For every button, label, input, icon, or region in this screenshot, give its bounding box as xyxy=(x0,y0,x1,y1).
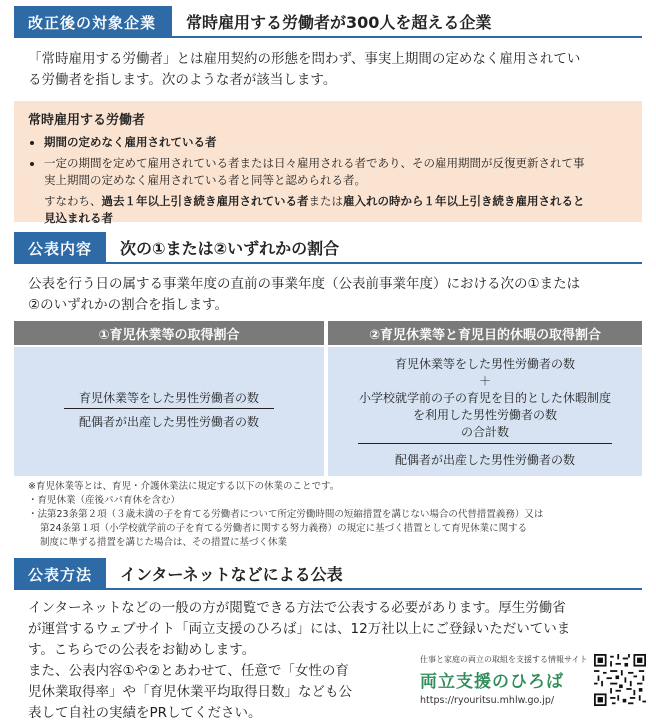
logo-title: 両立支援のひろば xyxy=(420,672,564,692)
content-line: ②のいずれかの割合を指します。 xyxy=(28,297,229,313)
numerator-line: の合計数 xyxy=(460,425,509,439)
note-line: ※育児休業等とは、育児・介護休業法に規定する以下の休業のことです。 xyxy=(28,481,340,492)
intro-paragraph xyxy=(28,49,632,91)
method-line: また、公表内容①や②とあわせて、任意で「女性の育 xyxy=(28,663,349,679)
method-line: 児休業取得率」や「育児休業平均取得日数」なども公 xyxy=(28,684,352,700)
table-cell-1 xyxy=(14,347,324,476)
section-tag: 公表方法 xyxy=(14,558,106,590)
table-cell-2 xyxy=(328,347,642,476)
method-line: す。こちらでの公表をお勧めします。 xyxy=(28,642,256,658)
plus-sign: ＋ xyxy=(478,374,491,388)
fraction-line xyxy=(358,443,612,444)
numerator-line: 育児休業等をした男性労働者の数 xyxy=(394,357,575,371)
intro-line: 「常時雇用する労働者」とは雇用契約の形態を問わず、事実上期間の定めなく雇用されてい xyxy=(28,51,581,67)
bullet-item: • 期間の定めなく雇用されている者 xyxy=(44,134,628,151)
numerator-line: 小学校就学前の子の育児を目的とした休暇制度 xyxy=(358,391,611,405)
method-line: が運営するウェブサイト「両立支援のひろば」には、12万社以上にご登録いただいていま xyxy=(28,621,571,637)
ratio-table xyxy=(14,321,642,476)
numerator: 育児休業等をした男性労働者の数 xyxy=(78,391,259,405)
qr-code-icon[interactable] xyxy=(594,654,646,706)
content-line: 公表を行う日の属する事業年度の直前の事業年度（公表前事業年度）における次の①または xyxy=(28,276,581,292)
note-line: ・法第23条第２項（３歳未満の子を育てる労働者について所定労働時間の短縮措置を講じない場合の代替措置義務）又は xyxy=(28,509,544,520)
ryouritsu-logo-link[interactable] xyxy=(420,654,588,706)
section-title: 次の①または②いずれかの割合 xyxy=(106,232,642,264)
method-line: 表して自社の実績をPRしてください。 xyxy=(28,705,262,721)
note-line: ・育児休業（産後パパ育休を含む） xyxy=(28,495,181,506)
intro-line: る労働者を指します。次のような者が該当します。 xyxy=(28,72,337,88)
section-title: インターネットなどによる公表 xyxy=(106,558,642,590)
section-header-content xyxy=(14,232,642,264)
denominator: 配偶者が出産した男性労働者の数 xyxy=(78,415,259,429)
table-header-2: ②育児休業等と育児目的休暇の取得割合 xyxy=(328,321,642,345)
bullet-item: • 一定の期間を定めて雇用されている者または日々雇用される者であり、その雇用期間が反復更新されて事 実上期間の定めなく雇用されている者と同等と認められる者。 xyxy=(44,155,628,189)
table-header-1: ①育児休業等の取得割合 xyxy=(14,321,324,345)
section-tag: 改正後の対象企業 xyxy=(14,6,172,38)
note-line: 第24条第１項（小学校就学前の子を育てる労働者に関する努力義務）の規定に基づく措置として育児休業に関する xyxy=(40,523,528,534)
numerator-line: を利用した男性労働者の数 xyxy=(412,408,557,422)
definition-box xyxy=(14,101,642,225)
logo-url[interactable]: https://ryouritsu.mhlw.go.jp/ xyxy=(420,695,555,706)
box-heading: 常時雇用する労働者 xyxy=(28,113,146,128)
section-title: 常時雇用する労働者が300人を超える企業 xyxy=(172,6,642,38)
fraction-line xyxy=(64,408,274,409)
method-line: インターネットなどの一般の方が閲覧できる方法で公表する必要があります。厚生労働省 xyxy=(28,600,566,616)
denominator: 配偶者が出産した男性労働者の数 xyxy=(394,453,575,467)
note-line: 制度に準ずる措置を講じた場合は、その措置に基づく休業 xyxy=(40,537,288,548)
content-paragraph xyxy=(28,274,632,316)
section-tag: 公表内容 xyxy=(14,232,106,264)
footnotes xyxy=(28,480,636,550)
bullet-subtext: すなわち、過去１年以上引き続き雇用されている者または雇入れの時から１年以上引き続き雇用されると 見込まれる者 xyxy=(44,194,585,225)
section-header-target xyxy=(14,6,642,38)
section-header-method xyxy=(14,558,642,590)
logo-tagline: 仕事と家庭の両立の取組を支援する情報サイト xyxy=(420,655,588,664)
